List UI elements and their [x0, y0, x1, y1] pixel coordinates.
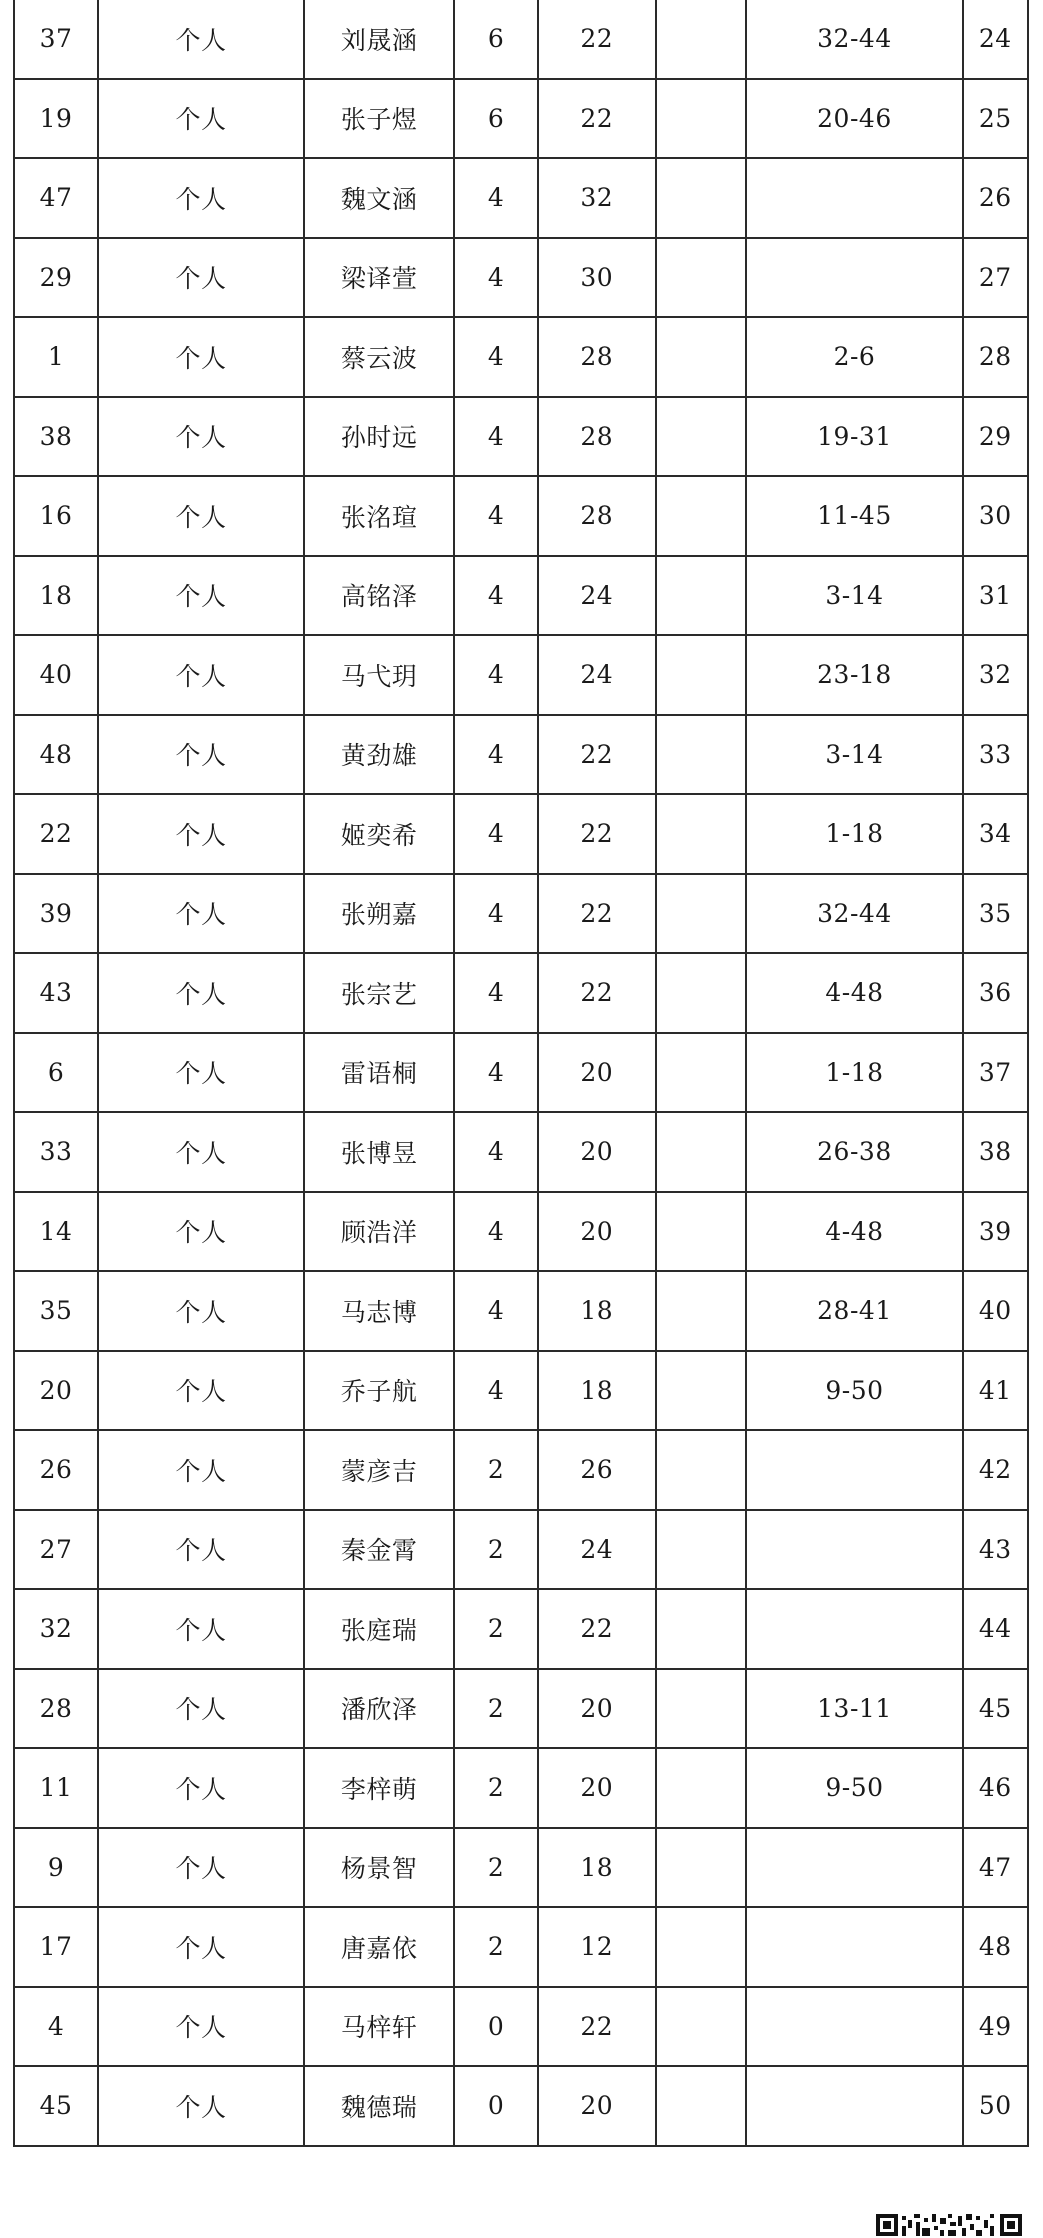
cell-player-name: 唐嘉依: [304, 1907, 455, 1987]
cell-player-name: 张宗艺: [304, 953, 455, 1033]
cell-player-name: 雷语桐: [304, 1033, 455, 1113]
table-row: [14, 2066, 1028, 2146]
cell-entry-type: 个人: [98, 476, 304, 556]
cell-score: 4: [454, 794, 537, 874]
table-row: [14, 1033, 1028, 1113]
cell-entry-type: 个人: [98, 1271, 304, 1351]
cell-entry-number: 1: [14, 317, 98, 397]
table-row: [14, 476, 1028, 556]
cell-entry-type: 个人: [98, 1907, 304, 1987]
cell-entry-number: 22: [14, 794, 98, 874]
cell-rank: 33: [963, 715, 1029, 795]
cell-rank: 24: [963, 0, 1029, 79]
cell-rank: 47: [963, 1828, 1029, 1908]
cell-entry-type: 个人: [98, 2066, 304, 2146]
cell-score: 4: [454, 317, 537, 397]
table-row: [14, 158, 1028, 238]
cell-points: 28: [538, 476, 656, 556]
cell-blank: [656, 1589, 746, 1669]
cell-player-name: 秦金霄: [304, 1510, 455, 1590]
cell-entry-number: 28: [14, 1669, 98, 1749]
cell-score: 2: [454, 1430, 537, 1510]
cell-rank: 50: [963, 2066, 1029, 2146]
cell-player-name: 刘晟涵: [304, 0, 455, 79]
cell-score: 4: [454, 1112, 537, 1192]
cell-score: 4: [454, 1271, 537, 1351]
cell-rank: 34: [963, 794, 1029, 874]
cell-pairing: [746, 1430, 962, 1510]
cell-pairing: 19-31: [746, 397, 962, 477]
cell-rank: 25: [963, 79, 1029, 159]
cell-entry-number: 48: [14, 715, 98, 795]
cell-points: 22: [538, 874, 656, 954]
cell-pairing: 11-45: [746, 476, 962, 556]
cell-entry-number: 29: [14, 238, 98, 318]
cell-player-name: 黄劲雄: [304, 715, 455, 795]
cell-rank: 46: [963, 1748, 1029, 1828]
cell-points: 26: [538, 1430, 656, 1510]
cell-points: 24: [538, 556, 656, 636]
cell-blank: [656, 1748, 746, 1828]
table-row: [14, 1510, 1028, 1590]
cell-player-name: 高铭泽: [304, 556, 455, 636]
cell-entry-number: 37: [14, 0, 98, 79]
cell-pairing: [746, 1510, 962, 1590]
cell-points: 18: [538, 1271, 656, 1351]
cell-entry-type: 个人: [98, 1748, 304, 1828]
cell-score: 4: [454, 1192, 537, 1272]
cell-points: 22: [538, 1987, 656, 2067]
cell-points: 24: [538, 1510, 656, 1590]
cell-rank: 48: [963, 1907, 1029, 1987]
table-row: [14, 953, 1028, 1033]
cell-score: 4: [454, 953, 537, 1033]
cell-points: 30: [538, 238, 656, 318]
cell-rank: 44: [963, 1589, 1029, 1669]
table-row: [14, 556, 1028, 636]
cell-entry-number: 6: [14, 1033, 98, 1113]
cell-blank: [656, 635, 746, 715]
cell-player-name: 姬奕希: [304, 794, 455, 874]
cell-entry-number: 32: [14, 1589, 98, 1669]
cell-rank: 27: [963, 238, 1029, 318]
cell-score: 4: [454, 158, 537, 238]
cell-blank: [656, 1828, 746, 1908]
cell-blank: [656, 317, 746, 397]
cell-pairing: [746, 158, 962, 238]
cell-score: 2: [454, 1907, 537, 1987]
table-row: [14, 1828, 1028, 1908]
cell-rank: 41: [963, 1351, 1029, 1431]
cell-entry-type: 个人: [98, 238, 304, 318]
cell-score: 4: [454, 397, 537, 477]
cell-points: 18: [538, 1828, 656, 1908]
cell-score: 4: [454, 476, 537, 556]
cell-player-name: 张博昱: [304, 1112, 455, 1192]
qr-code-icon: [876, 2212, 1026, 2238]
table-row: [14, 715, 1028, 795]
cell-entry-type: 个人: [98, 1430, 304, 1510]
cell-points: 22: [538, 1589, 656, 1669]
cell-entry-type: 个人: [98, 1351, 304, 1431]
cell-player-name: 张洺瑄: [304, 476, 455, 556]
cell-entry-number: 14: [14, 1192, 98, 1272]
cell-score: 2: [454, 1589, 537, 1669]
cell-score: 2: [454, 1510, 537, 1590]
cell-player-name: 张庭瑞: [304, 1589, 455, 1669]
cell-rank: 32: [963, 635, 1029, 715]
cell-pairing: [746, 2066, 962, 2146]
cell-entry-type: 个人: [98, 1589, 304, 1669]
cell-rank: 28: [963, 317, 1029, 397]
cell-points: 22: [538, 0, 656, 79]
cell-score: 4: [454, 635, 537, 715]
cell-entry-type: 个人: [98, 1033, 304, 1113]
cell-points: 28: [538, 397, 656, 477]
cell-blank: [656, 1987, 746, 2067]
cell-blank: [656, 158, 746, 238]
cell-blank: [656, 1033, 746, 1113]
cell-entry-number: 47: [14, 158, 98, 238]
cell-score: 4: [454, 1033, 537, 1113]
cell-score: 0: [454, 1987, 537, 2067]
cell-pairing: 20-46: [746, 79, 962, 159]
table-row: [14, 1192, 1028, 1272]
cell-player-name: 魏文涵: [304, 158, 455, 238]
cell-entry-type: 个人: [98, 158, 304, 238]
cell-entry-type: 个人: [98, 317, 304, 397]
cell-score: 4: [454, 874, 537, 954]
cell-points: 32: [538, 158, 656, 238]
cell-entry-type: 个人: [98, 79, 304, 159]
table-row: [14, 1112, 1028, 1192]
cell-pairing: [746, 238, 962, 318]
cell-entry-number: 38: [14, 397, 98, 477]
cell-points: 20: [538, 1748, 656, 1828]
cell-rank: 39: [963, 1192, 1029, 1272]
cell-points: 18: [538, 1351, 656, 1431]
cell-blank: [656, 1112, 746, 1192]
cell-points: 24: [538, 635, 656, 715]
cell-entry-number: 19: [14, 79, 98, 159]
table-row: [14, 1987, 1028, 2067]
cell-blank: [656, 0, 746, 79]
cell-blank: [656, 1907, 746, 1987]
cell-entry-number: 18: [14, 556, 98, 636]
results-table: [13, 0, 1029, 2147]
cell-pairing: 1-18: [746, 1033, 962, 1113]
cell-score: 4: [454, 556, 537, 636]
cell-points: 22: [538, 715, 656, 795]
cell-player-name: 张子煜: [304, 79, 455, 159]
cell-rank: 35: [963, 874, 1029, 954]
cell-entry-number: 9: [14, 1828, 98, 1908]
cell-entry-type: 个人: [98, 953, 304, 1033]
cell-blank: [656, 79, 746, 159]
cell-entry-type: 个人: [98, 1669, 304, 1749]
cell-rank: 29: [963, 397, 1029, 477]
cell-pairing: [746, 1987, 962, 2067]
cell-entry-number: 20: [14, 1351, 98, 1431]
cell-points: 22: [538, 794, 656, 874]
cell-player-name: 马梓轩: [304, 1987, 455, 2067]
table-row: [14, 1430, 1028, 1510]
cell-score: 4: [454, 238, 537, 318]
cell-player-name: 乔子航: [304, 1351, 455, 1431]
table-row: [14, 238, 1028, 318]
cell-blank: [656, 1669, 746, 1749]
cell-blank: [656, 476, 746, 556]
cell-player-name: 顾浩洋: [304, 1192, 455, 1272]
cell-entry-number: 11: [14, 1748, 98, 1828]
cell-rank: 38: [963, 1112, 1029, 1192]
cell-rank: 37: [963, 1033, 1029, 1113]
cell-points: 20: [538, 2066, 656, 2146]
cell-blank: [656, 1192, 746, 1272]
table-row: [14, 1589, 1028, 1669]
cell-entry-number: 33: [14, 1112, 98, 1192]
cell-points: 20: [538, 1033, 656, 1113]
table-row: [14, 1669, 1028, 1749]
cell-score: 2: [454, 1828, 537, 1908]
table-row: [14, 1907, 1028, 1987]
cell-points: 28: [538, 317, 656, 397]
cell-player-name: 马志博: [304, 1271, 455, 1351]
cell-pairing: 4-48: [746, 953, 962, 1033]
cell-pairing: [746, 1589, 962, 1669]
cell-entry-type: 个人: [98, 1987, 304, 2067]
cell-points: 20: [538, 1112, 656, 1192]
cell-points: 22: [538, 79, 656, 159]
cell-pairing: 3-14: [746, 715, 962, 795]
cell-blank: [656, 238, 746, 318]
cell-player-name: 马弋玥: [304, 635, 455, 715]
cell-pairing: 32-44: [746, 0, 962, 79]
cell-pairing: 26-38: [746, 1112, 962, 1192]
cell-player-name: 李梓萌: [304, 1748, 455, 1828]
cell-blank: [656, 397, 746, 477]
cell-rank: 40: [963, 1271, 1029, 1351]
cell-blank: [656, 874, 746, 954]
cell-entry-number: 43: [14, 953, 98, 1033]
cell-score: 6: [454, 0, 537, 79]
cell-player-name: 张朔嘉: [304, 874, 455, 954]
cell-entry-number: 26: [14, 1430, 98, 1510]
cell-entry-type: 个人: [98, 715, 304, 795]
cell-entry-number: 45: [14, 2066, 98, 2146]
cell-pairing: 1-18: [746, 794, 962, 874]
table-row: [14, 397, 1028, 477]
cell-entry-number: 39: [14, 874, 98, 954]
cell-rank: 42: [963, 1430, 1029, 1510]
cell-pairing: 13-11: [746, 1669, 962, 1749]
cell-entry-type: 个人: [98, 397, 304, 477]
cell-pairing: 2-6: [746, 317, 962, 397]
cell-points: 20: [538, 1669, 656, 1749]
cell-pairing: [746, 1828, 962, 1908]
cell-pairing: 9-50: [746, 1351, 962, 1431]
cell-pairing: [746, 1907, 962, 1987]
cell-pairing: 4-48: [746, 1192, 962, 1272]
cell-points: 22: [538, 953, 656, 1033]
cell-rank: 26: [963, 158, 1029, 238]
cell-pairing: 9-50: [746, 1748, 962, 1828]
cell-score: 6: [454, 79, 537, 159]
table-row: [14, 794, 1028, 874]
cell-pairing: 23-18: [746, 635, 962, 715]
cell-rank: 43: [963, 1510, 1029, 1590]
cell-player-name: 梁译萱: [304, 238, 455, 318]
cell-blank: [656, 715, 746, 795]
cell-rank: 49: [963, 1987, 1029, 2067]
cell-entry-type: 个人: [98, 1510, 304, 1590]
cell-blank: [656, 2066, 746, 2146]
cell-blank: [656, 1351, 746, 1431]
cell-entry-number: 4: [14, 1987, 98, 2067]
cell-rank: 31: [963, 556, 1029, 636]
table-row: [14, 317, 1028, 397]
cell-entry-type: 个人: [98, 1192, 304, 1272]
table-row: [14, 1748, 1028, 1828]
cell-entry-number: 27: [14, 1510, 98, 1590]
results-table-body: [14, 0, 1028, 2146]
cell-pairing: 28-41: [746, 1271, 962, 1351]
cell-player-name: 蒙彦吉: [304, 1430, 455, 1510]
table-row: [14, 0, 1028, 79]
cell-entry-type: 个人: [98, 556, 304, 636]
table-row: [14, 1351, 1028, 1431]
cell-points: 12: [538, 1907, 656, 1987]
cell-entry-type: 个人: [98, 794, 304, 874]
cell-blank: [656, 794, 746, 874]
cell-blank: [656, 1271, 746, 1351]
cell-entry-number: 17: [14, 1907, 98, 1987]
cell-player-name: 杨景智: [304, 1828, 455, 1908]
cell-entry-type: 个人: [98, 635, 304, 715]
cell-rank: 45: [963, 1669, 1029, 1749]
cell-score: 4: [454, 715, 537, 795]
cell-pairing: 32-44: [746, 874, 962, 954]
cell-score: 2: [454, 1748, 537, 1828]
cell-entry-type: 个人: [98, 1112, 304, 1192]
cell-score: 0: [454, 2066, 537, 2146]
cell-entry-number: 40: [14, 635, 98, 715]
cell-entry-number: 16: [14, 476, 98, 556]
cell-blank: [656, 556, 746, 636]
cell-player-name: 潘欣泽: [304, 1669, 455, 1749]
cell-blank: [656, 1510, 746, 1590]
cell-pairing: 3-14: [746, 556, 962, 636]
cell-blank: [656, 1430, 746, 1510]
cell-player-name: 魏德瑞: [304, 2066, 455, 2146]
cell-entry-type: 个人: [98, 0, 304, 79]
cell-score: 4: [454, 1351, 537, 1431]
cell-player-name: 孙时远: [304, 397, 455, 477]
cell-blank: [656, 953, 746, 1033]
cell-entry-type: 个人: [98, 874, 304, 954]
cell-points: 20: [538, 1192, 656, 1272]
table-row: [14, 79, 1028, 159]
cell-player-name: 蔡云波: [304, 317, 455, 397]
table-row: [14, 635, 1028, 715]
table-row: [14, 874, 1028, 954]
cell-rank: 30: [963, 476, 1029, 556]
cell-entry-type: 个人: [98, 1828, 304, 1908]
cell-score: 2: [454, 1669, 537, 1749]
cell-entry-number: 35: [14, 1271, 98, 1351]
table-row: [14, 1271, 1028, 1351]
cell-rank: 36: [963, 953, 1029, 1033]
